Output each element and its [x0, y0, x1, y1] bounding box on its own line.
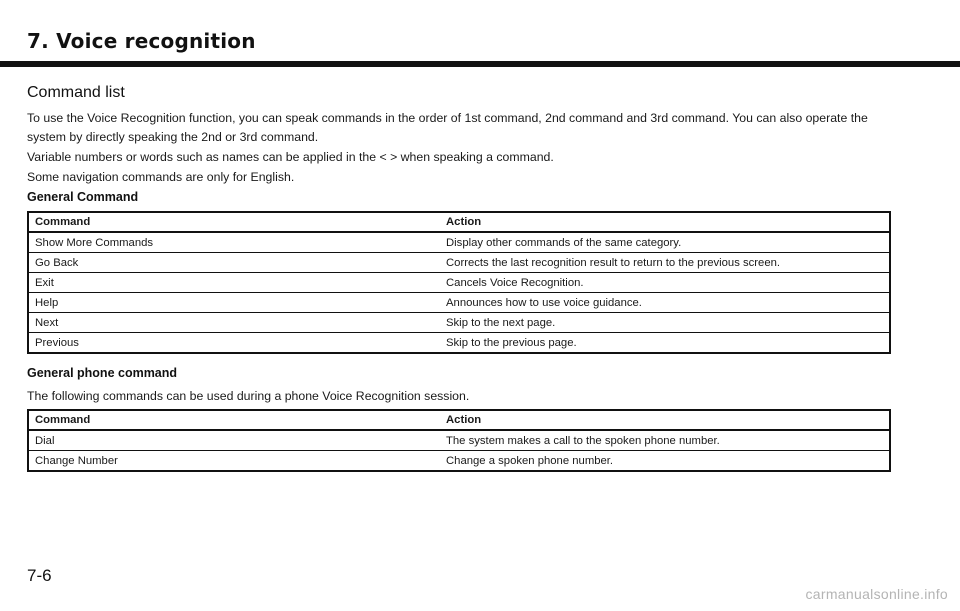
title-rule	[0, 61, 960, 67]
action-cell: Cancels Voice Recognition.	[440, 273, 890, 293]
command-cell: Next	[28, 313, 440, 333]
table-row	[28, 313, 890, 333]
table-row	[28, 293, 890, 313]
table-row	[28, 253, 890, 273]
command-cell: Go Back	[28, 253, 440, 273]
table-row	[28, 232, 890, 253]
variable-note-paragraph: Variable numbers or words such as names can be applied in the < > when speaking a command.	[27, 150, 554, 164]
action-cell: Corrects the last recognition result to return to the previous screen.	[440, 253, 890, 273]
page-number: 7-6	[27, 566, 52, 585]
command-cell: Previous	[35, 336, 79, 349]
chapter-title: 7. Voice recognition	[27, 29, 256, 53]
command-cell: Show More Commands	[28, 232, 440, 253]
column-header-command: Command	[28, 212, 440, 232]
command-cell: Change Number	[35, 454, 118, 467]
action-cell: Skip to the previous page.	[446, 336, 577, 349]
action-cell: Display other commands of the same category.	[440, 232, 890, 253]
phone-command-heading: General phone command	[27, 366, 178, 380]
table-row	[28, 333, 890, 354]
table-row	[28, 430, 890, 451]
command-cell: Dial	[28, 430, 440, 451]
table-row	[28, 451, 890, 472]
phone-command-intro: The following commands can be used during a phone Voice Recognition session.	[27, 389, 470, 403]
command-cell: Exit	[28, 273, 440, 293]
table-header-row	[28, 212, 890, 232]
action-cell: The system makes a call to the spoken phone number.	[440, 430, 890, 451]
table-row	[28, 273, 890, 293]
action-cell: Announces how to use voice guidance.	[440, 293, 890, 313]
command-cell: Help	[28, 293, 440, 313]
general-command-heading: General Command	[27, 190, 139, 204]
intro-paragraph: To use the Voice Recognition function, you can speak commands in the order of 1st command, 2nd command and 3rd command. You can also operate the system by directly speaking the 2nd or 3rd command.	[27, 111, 868, 144]
watermark-text: carmanualsonline.info	[805, 586, 948, 602]
column-header-command: Command	[28, 410, 440, 430]
general-command-table	[27, 211, 891, 354]
column-header-action: Action	[440, 212, 890, 232]
phone-command-table	[27, 409, 891, 472]
language-note-paragraph: Some navigation commands are only for English.	[27, 170, 295, 184]
column-header-action: Action	[440, 410, 890, 430]
section-title: Command list	[27, 84, 125, 101]
action-cell: Change a spoken phone number.	[446, 454, 614, 467]
action-cell: Skip to the next page.	[440, 313, 890, 333]
table-header-row	[28, 410, 890, 430]
